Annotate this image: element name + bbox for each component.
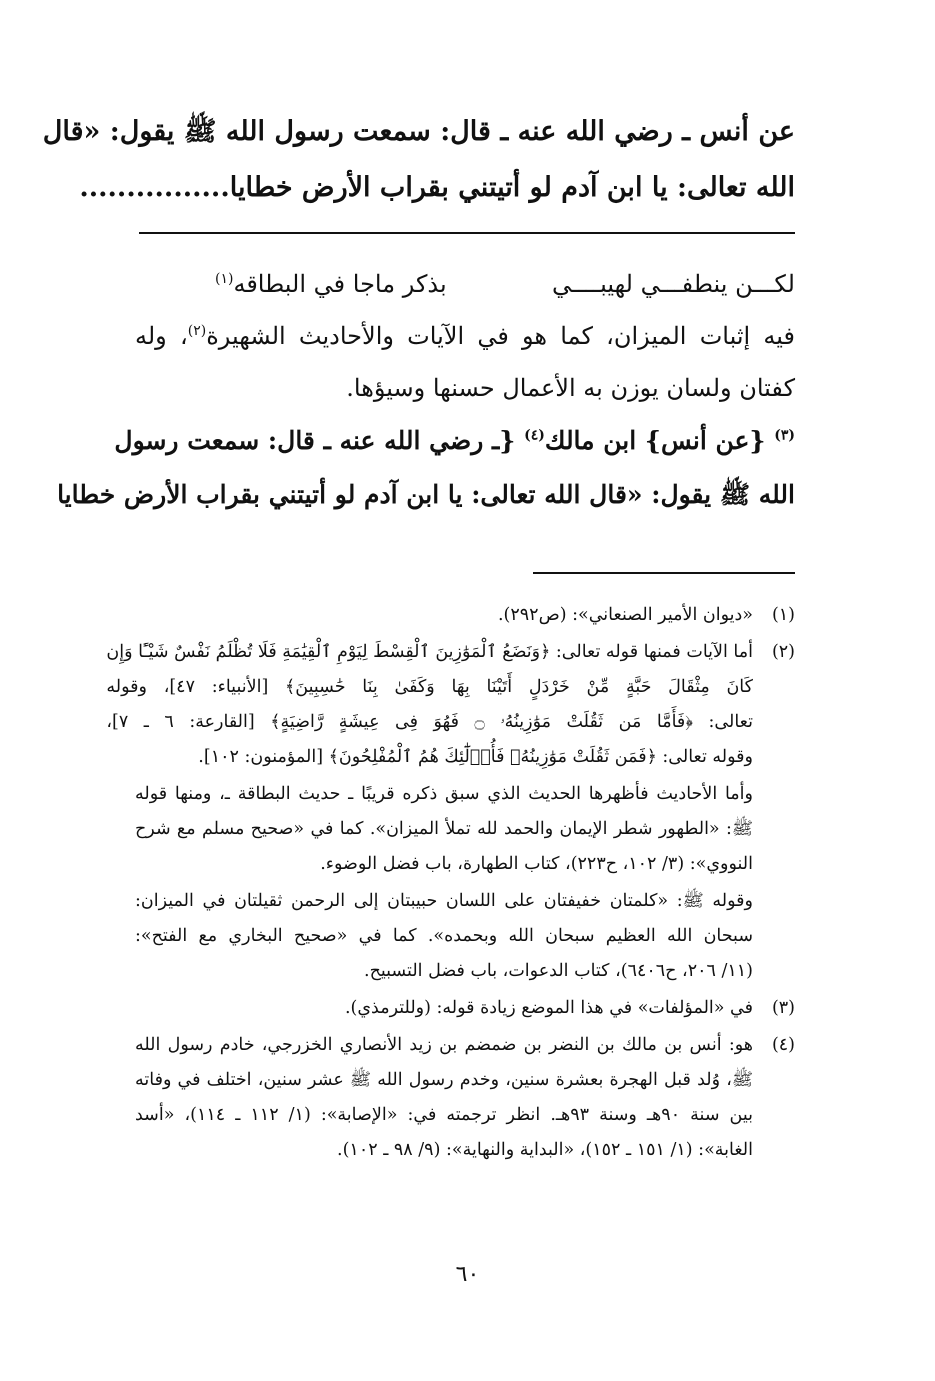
header-line-1: عن أنس ـ رضي الله عنه ـ قال: سمعت رسول الله ﷺ يقول: «قال (42, 116, 795, 147)
footnote-line: كَانَ مِثْقَالَ حَبَّةٍ مِّنْ خَرْدَلٍ أَتَيْنَا بِهَا وَكَفَىٰ بِنَا حَٰسِبِينَ﴾ [الأنبياء: ٤٧]، وقوله (106, 677, 753, 697)
footnote-number (753, 884, 795, 989)
paragraph-2-text-a: {عن أنس} ابن مالك (544, 426, 766, 455)
footnote-line: النووي»: (٣/ ١٠٢، ح٢٢٣)، كتاب الطهارة، باب فضل الوضوء. (320, 854, 753, 874)
footnote-body (135, 1028, 753, 1168)
footnote-body (135, 991, 753, 1026)
footnote-2-hadith-2 (135, 884, 795, 989)
paragraph-1-text-a: فيه إثبات الميزان، كما هو في الآيات والأحاديث الشهيرة (206, 322, 795, 350)
footnote-body (135, 598, 753, 633)
footnote-line: تعالى: ﴿فَأَمَّا مَن ثَقُلَتْ مَوَٰزِينُهُۥ ۝ فَهُوَ فِى عِيشَةٍ رَّاضِيَةٍ﴾ [القارعة: ٦ ـ ٧]، (106, 712, 753, 732)
footnote-2-hadith-1 (135, 777, 795, 882)
footnote-number: (١) (771, 605, 795, 625)
footnote-number (753, 777, 795, 882)
paragraph-1-line-1 (135, 310, 795, 362)
verse-hemistich-2-text: بذكر ماجا في البطاقه (233, 270, 447, 298)
footnote-line: وقوله ﷺ: «كلمتان خفيفتان على اللسان حبيبتان إلى الرحمن ثقيلتان في الميزان: (135, 891, 753, 911)
footnote-body (106, 635, 753, 775)
footnote-line: أما الآيات فمنها قوله تعالى: ﴿وَنَضَعُ ٱلْمَوَٰزِينَ ٱلْقِسْطَ لِيَوْمِ ٱلْقِيَٰمَةِ فَلَا تُظْلَمُ نَفْسٌ شَيْـًٔا وَإِن (106, 642, 753, 662)
footnote-2 (106, 635, 795, 775)
footnote-ref-3: (٣) (774, 427, 795, 444)
footnote-ref-4: (٤) (524, 427, 545, 444)
paragraph-1-line-2: كفتان ولسان يوزن به الأعمال حسنها وسيؤها. (346, 374, 795, 402)
paragraph-2-line-1 (114, 414, 795, 468)
footnote-body (135, 884, 753, 989)
header-line-2: الله تعالى: يا ابن آدم لو أتيتني بقراب الأرض خطايا................ (79, 172, 795, 203)
header-passage (42, 104, 795, 216)
footnote-separator (533, 572, 795, 574)
paragraph-2-line-2: الله ﷺ يقول: «قال الله تعالى: يا ابن آدم لو أتيتني بقراب الأرض خطايا (57, 480, 795, 509)
footnote-line: هو: أنس بن مالك بن النضر بن ضمضم بن زيد الأنصاري الخزرجي، خادم رسول الله (135, 1035, 753, 1055)
paragraph-1-text-b: ، وله (135, 322, 188, 350)
main-text (57, 258, 795, 522)
footnote-line: ﷺ: «الطهور شطر الإيمان والحمد لله تملأ الميزان». كما في «صحيح مسلم مع شرح (135, 819, 753, 839)
footnote-line: الغابة»: (١/ ١٥١ ـ ١٥٢)، «البداية والنهاية»: (٩/ ٩٨ ـ ١٠٢). (337, 1140, 753, 1160)
footnote-line: وأما الأحاديث فأظهرها الحديث الذي سبق ذكره قريبًا ـ حديث البطاقة ـ، ومنها قوله (135, 784, 753, 804)
page-number: ٦٠ (455, 1262, 480, 1287)
footnote-line: سبحان الله العظيم سبحان الله وبحمده». كما في «صحيح البخاري مع الفتح»: (135, 926, 753, 946)
footnote-ref-1: (١) (215, 271, 234, 287)
footnote-line: «ديوان الأمير الصنعاني»: (ص٢٩٢). (497, 605, 753, 625)
footnote-1 (135, 598, 795, 633)
footnote-line: وقوله تعالى: ﴿فَمَن ثَقُلَتْ مَوَٰزِينُهُۥ فَأُو۟لَٰٓئِكَ هُمُ ٱلْمُفْلِحُونَ﴾ [المؤمنون: ١٠٢]. (198, 747, 753, 767)
footnote-line: في «المؤلفات» في هذا الموضع زيادة قوله: (وللترمذي). (344, 998, 753, 1018)
footnote-number: (٢) (771, 642, 795, 662)
footnote-line: ﷺ، وُلد قبل الهجرة بعشرة سنين، وخدم رسول الله ﷺ عشر سنين، اختلف في وفاته (135, 1070, 753, 1090)
verse-hemistich-2 (215, 258, 447, 310)
footnote-line: بين سنة ٩٠هـ وسنة ٩٣هـ. انظر ترجمته في: «الإصابة»: (١/ ١١٢ ـ ١١٤)، «أسد (135, 1105, 754, 1125)
verse-line (135, 258, 795, 310)
footnote-4 (135, 1028, 795, 1168)
header-rule (139, 232, 795, 234)
verse-hemistich-1: لكـــن ينطفـــي لهيبــــي (551, 270, 795, 298)
footnote-body (135, 777, 753, 882)
footnote-line: (١١/ ٢٠٦، ح٦٤٠٦)، كتاب الدعوات، باب فضل التسبيح. (364, 961, 753, 981)
footnotes (106, 598, 795, 1170)
footnote-3 (135, 991, 795, 1026)
footnote-ref-2: (٢) (187, 323, 207, 339)
paragraph-2-text-b: {ـ رضي الله عنه ـ قال: سمعت رسول (114, 426, 516, 455)
footnote-number: (٤) (771, 1035, 795, 1055)
footnote-number: (٣) (771, 998, 795, 1018)
